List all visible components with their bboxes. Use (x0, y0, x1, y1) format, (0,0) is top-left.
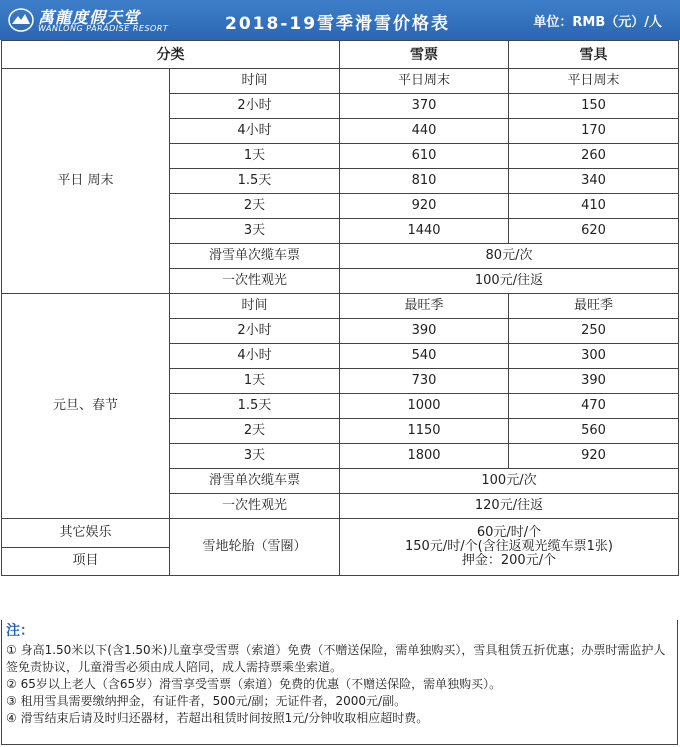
equipment-price-cell: 300 (509, 344, 679, 369)
note-item: ① 身高1.50米以下(含1.50米)儿童享受雪票（索道）免费（不赠送保险，需单独购买），雪具租赁五折优惠；办票时需监护人签免责协议，儿童滑雪必须由成人陪同，成人需持票乘坐索道。 (6, 643, 666, 674)
equipment-price-cell: 390 (509, 369, 679, 394)
snow-tube-price-line: 150元/时/个(含往返观光缆车票1张) (405, 539, 613, 554)
category-holiday: 元旦、春节 (2, 294, 170, 519)
time-cell: 3天 (170, 444, 340, 469)
price-table (1, 40, 679, 576)
ticket-price-cell: 440 (340, 119, 509, 144)
table-header-row (2, 41, 679, 69)
page-title: 2018-19雪季滑雪价格表 (225, 14, 451, 34)
mountain-logo-icon (8, 8, 34, 32)
sightseeing-price: 120元/往返 (340, 494, 679, 519)
table-row (2, 294, 679, 319)
ticket-price-cell: 610 (340, 144, 509, 169)
time-cell: 1天 (170, 144, 340, 169)
snow-tube-price (340, 519, 679, 576)
note-item: ② 65岁以上老人（含65岁）滑雪享受雪票（索道）免费的优惠（不赠送保险，需单独购买）。 (6, 677, 502, 691)
table-row (2, 69, 679, 94)
notes-title: 注： (6, 623, 34, 639)
ticket-price-cell: 370 (340, 94, 509, 119)
column-header-ticket: 雪票 (340, 41, 509, 69)
time-cell: 4小时 (170, 344, 340, 369)
time-cell: 2小时 (170, 94, 340, 119)
snow-tube-deposit: 押金：200元/个 (461, 553, 557, 568)
category-other-line1: 其它娱乐 (2, 519, 170, 548)
notes-section (1, 620, 678, 745)
header-banner (0, 0, 680, 40)
equipment-price-cell: 170 (509, 119, 679, 144)
time-cell: 1天 (170, 369, 340, 394)
time-cell: 2天 (170, 419, 340, 444)
note-item: ④ 滑雪结束后请及时归还器材，若超出租赁时间按照1元/分钟收取相应超时费。 (6, 711, 429, 725)
time-cell: 1.5天 (170, 169, 340, 194)
snow-tube-item: 雪地轮胎（雪圈） (170, 519, 340, 576)
note-item: ③ 租用雪具需要缴纳押金，有证件者，500元/副；无证件者，2000元/副。 (6, 694, 407, 708)
time-cell: 2小时 (170, 319, 340, 344)
resort-logo (8, 5, 168, 35)
sightseeing-label: 一次性观光 (170, 494, 340, 519)
currency-unit: 单位：RMB（元）/人 (533, 15, 662, 30)
equipment-price-cell: 410 (509, 194, 679, 219)
equipment-price-cell: 260 (509, 144, 679, 169)
ticket-price-cell: 810 (340, 169, 509, 194)
table-row (2, 519, 679, 548)
logo-chinese-text: 萬龍度假天堂 (38, 8, 141, 27)
cable-ticket-label: 滑雪单次缆车票 (170, 244, 340, 269)
ticket-price-cell: 1000 (340, 394, 509, 419)
ticket-subheader: 最旺季 (340, 294, 509, 319)
equipment-price-cell: 920 (509, 444, 679, 469)
time-cell: 2天 (170, 194, 340, 219)
time-label: 时间 (170, 69, 340, 94)
ticket-price-cell: 540 (340, 344, 509, 369)
time-label: 时间 (170, 294, 340, 319)
equipment-price-cell: 620 (509, 219, 679, 244)
category-other-line2: 项目 (2, 547, 170, 576)
ticket-subheader: 平日周末 (340, 69, 509, 94)
equipment-subheader: 平日周末 (509, 69, 679, 94)
column-header-category: 分类 (2, 41, 340, 69)
snow-tube-price-line: 60元/时/个 (476, 525, 542, 540)
equipment-subheader: 最旺季 (509, 294, 679, 319)
ticket-price-cell: 730 (340, 369, 509, 394)
ticket-price-cell: 920 (340, 194, 509, 219)
equipment-price-cell: 470 (509, 394, 679, 419)
cable-ticket-price: 80元/次 (340, 244, 679, 269)
logo-english-text: WANLONG PARADISE RESORT (38, 24, 169, 33)
sightseeing-label: 一次性观光 (170, 269, 340, 294)
cable-ticket-price: 100元/次 (340, 469, 679, 494)
ticket-price-cell: 1150 (340, 419, 509, 444)
cable-ticket-label: 滑雪单次缆车票 (170, 469, 340, 494)
time-cell: 3天 (170, 219, 340, 244)
column-header-equipment: 雪具 (509, 41, 679, 69)
time-cell: 4小时 (170, 119, 340, 144)
equipment-price-cell: 340 (509, 169, 679, 194)
sightseeing-price: 100元/往返 (340, 269, 679, 294)
time-cell: 1.5天 (170, 394, 340, 419)
equipment-price-cell: 250 (509, 319, 679, 344)
ticket-price-cell: 390 (340, 319, 509, 344)
equipment-price-cell: 560 (509, 419, 679, 444)
ticket-price-cell: 1800 (340, 444, 509, 469)
ticket-price-cell: 1440 (340, 219, 509, 244)
category-weekday: 平日 周末 (2, 69, 170, 294)
equipment-price-cell: 150 (509, 94, 679, 119)
